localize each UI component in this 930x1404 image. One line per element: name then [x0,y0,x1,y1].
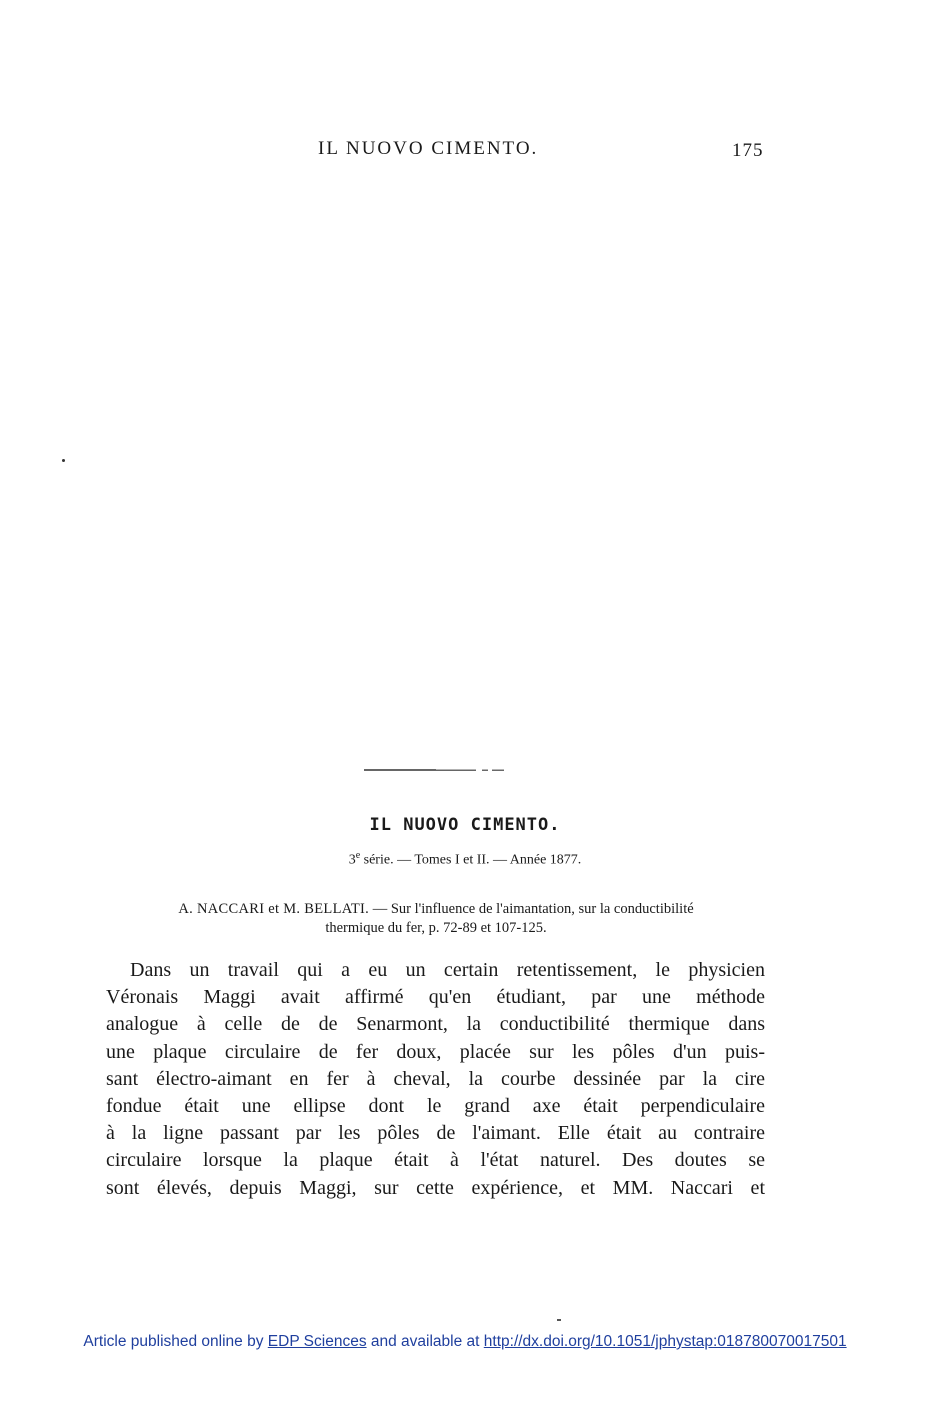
body-line: Véronais Maggi avait affirmé qu'en étudiant, par une méthode [106,986,765,1009]
series-line [0,850,930,869]
series-number: 3 [348,852,356,868]
article-heading-line-1 [106,900,766,919]
body-line: analogue à celle de de Senarmont, la conductibilité thermique dans [106,1013,765,1036]
running-head: IL NUOVO CIMENTO. [318,138,539,159]
body-line: fondue était une ellipse dont le grand axe était perpendiculaire [106,1095,765,1118]
footer-middle: and available at [366,1333,484,1350]
article-title-part-1: — Sur l'influence de l'aimantation, sur la conductibilité [369,901,694,917]
doi-link[interactable]: http://dx.doi.org/10.1051/jphystap:018780070017501 [483,1333,847,1350]
publisher-link[interactable]: EDP Sciences [267,1333,367,1350]
ink-speck [62,459,65,462]
body-line: sant électro-aimant en fer à cheval, la courbe dessinée par la cire [106,1067,765,1090]
page-number: 175 [732,140,764,161]
publication-footer [0,1333,930,1351]
series-details: série. — Tomes I et II. — Année 1877. [360,852,582,868]
footer-prefix: Article published online by [83,1333,268,1350]
body-line: circulaire lorsque la plaque était à l'état naturel. Des doutes se [106,1149,765,1172]
body-line: à la ligne passant par les pôles de l'aimant. Elle était au contraire [106,1122,765,1145]
section-title: IL NUOVO CIMENTO. [369,815,561,835]
section-divider-rule [364,768,504,772]
article-authors: A. NACCARI et M. BELLATI. [178,901,370,917]
ink-speck [557,1319,561,1321]
article-heading [106,900,766,938]
series-superscript: e [355,850,361,861]
body-line: Dans un travail qui a eu un certain retentissement, le physicien [130,959,765,981]
body-line: sont élevés, depuis Maggi, sur cette expérience, et MM. Naccari et [106,1176,765,1199]
article-title-part-2: thermique du fer, p. 72-89 et 107-125. [325,920,547,936]
body-line: une plaque circulaire de fer doux, placée sur les pôles d'un puis- [106,1040,765,1063]
body-paragraph [106,957,765,1202]
